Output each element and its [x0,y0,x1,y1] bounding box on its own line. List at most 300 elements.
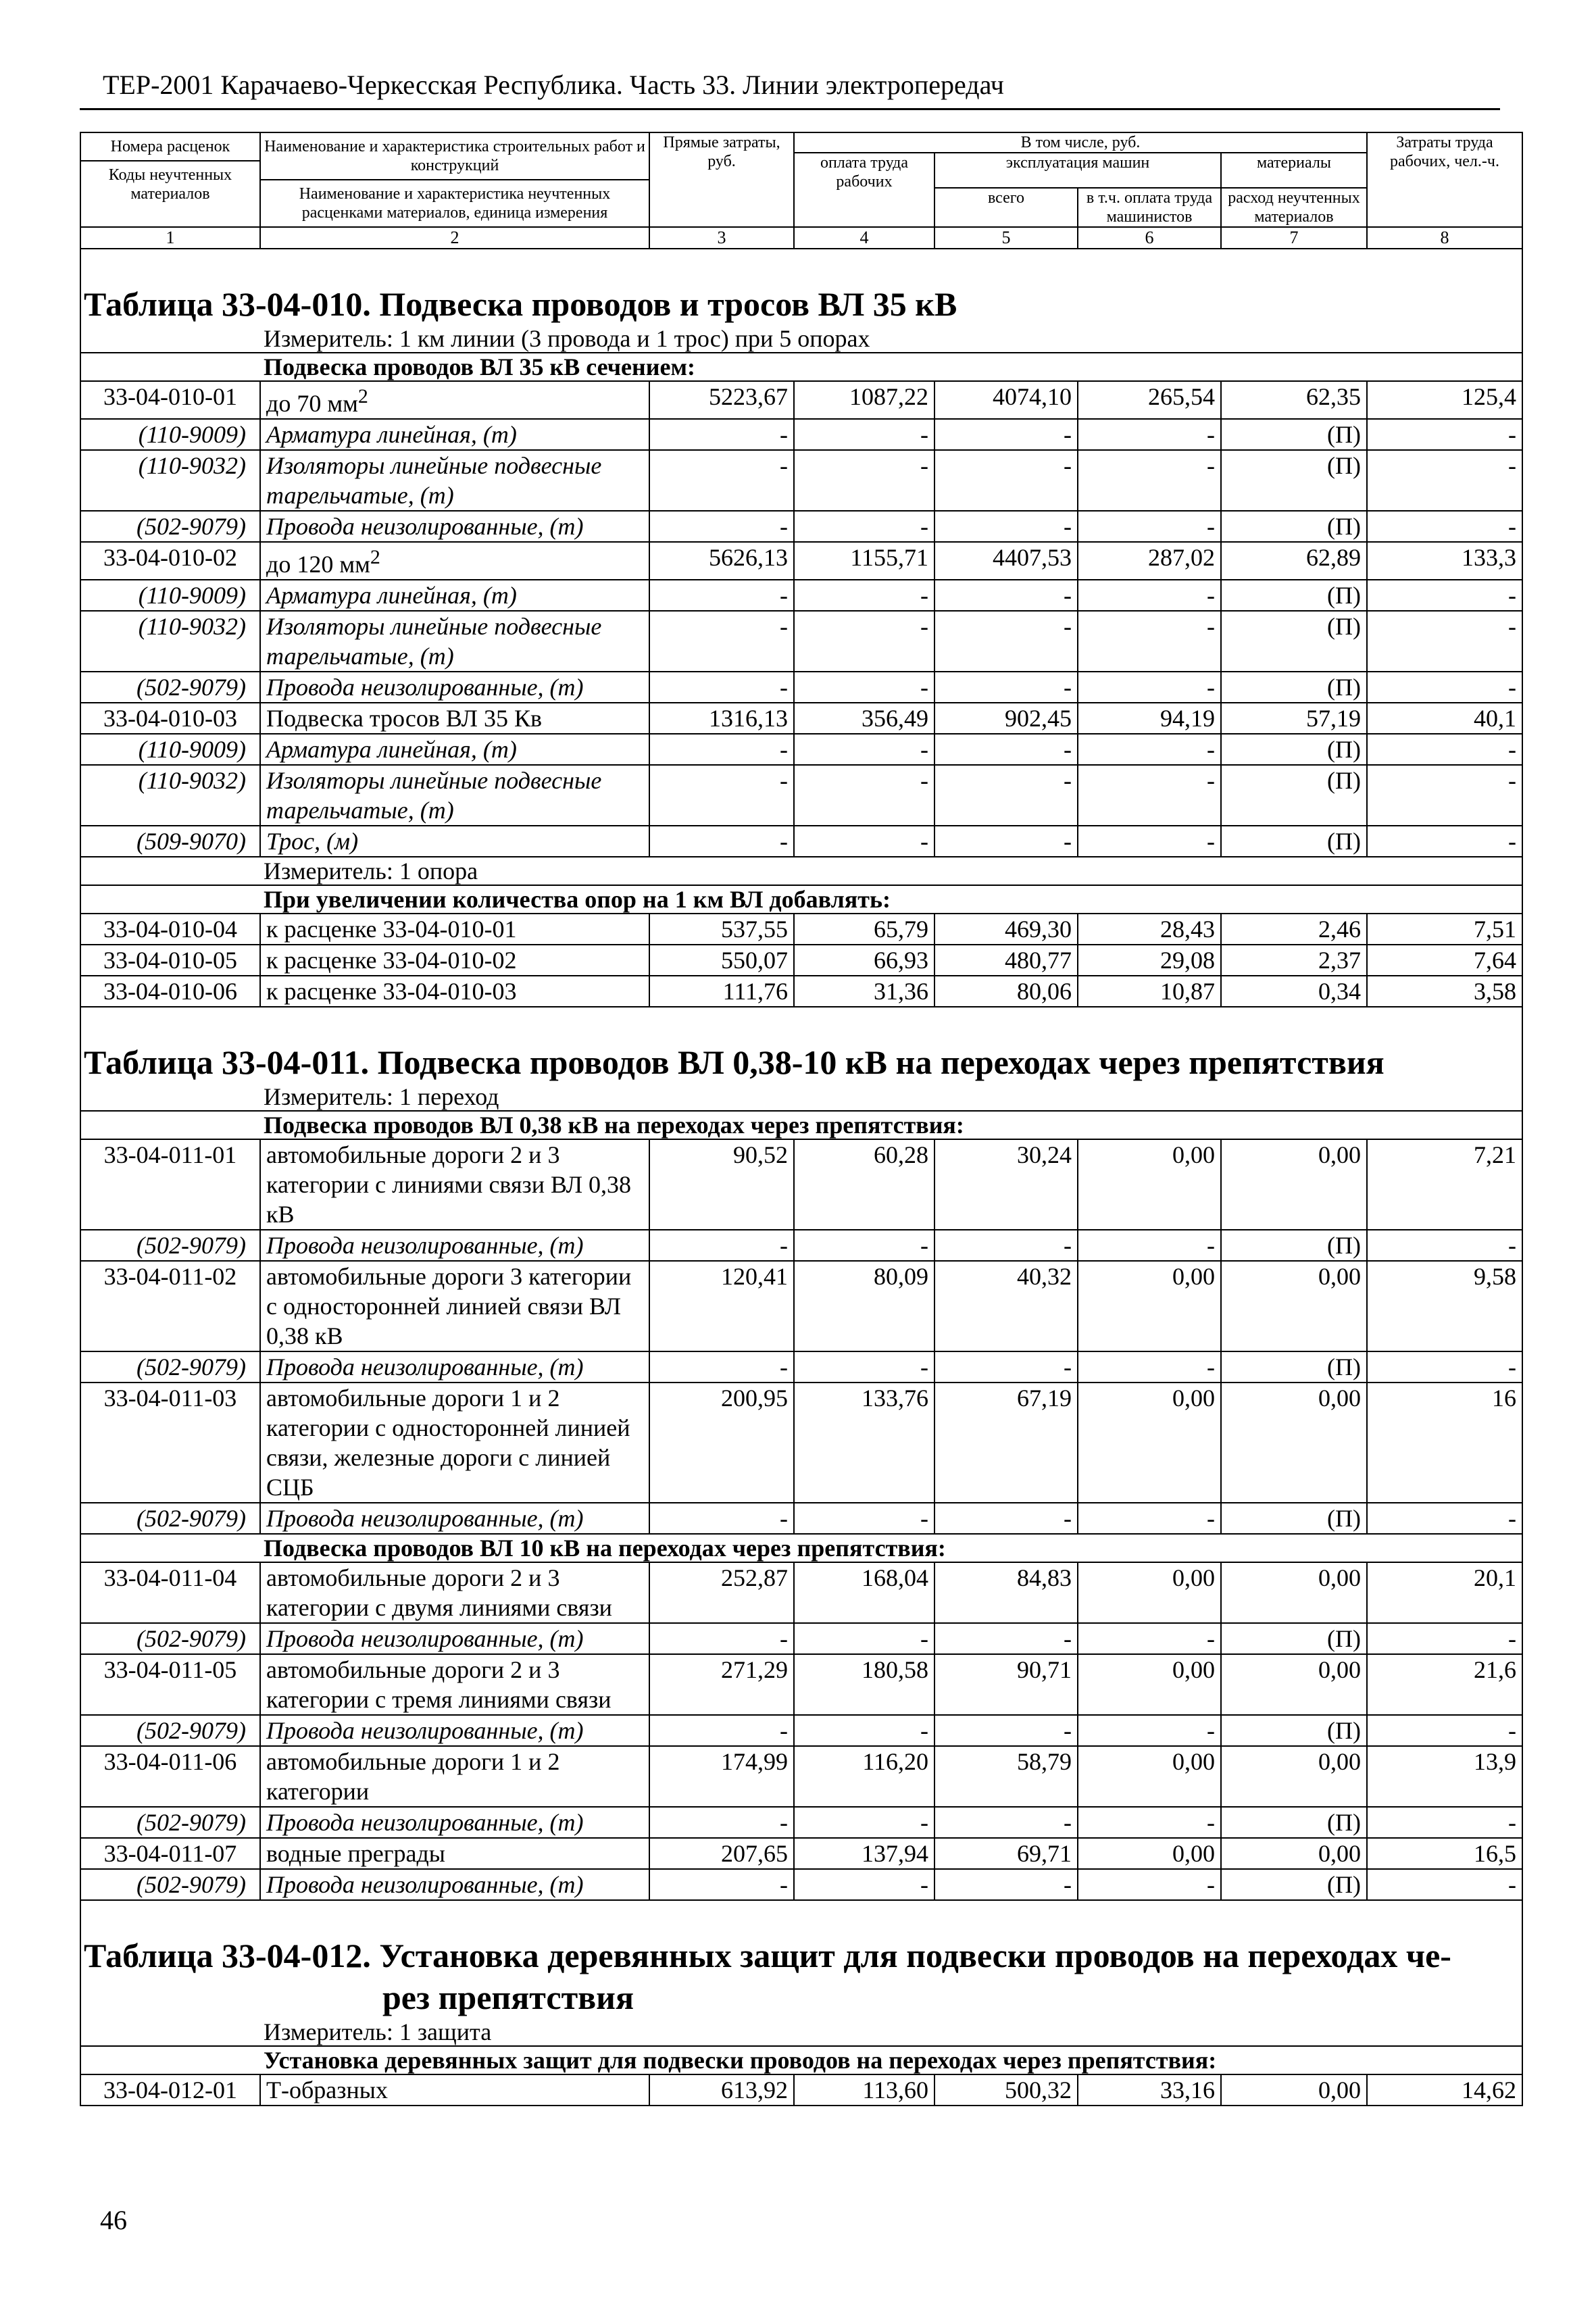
direct-cost: 613,92 [649,2074,794,2106]
p-mark: (П) [1221,1503,1367,1534]
dash-cell: - [1078,672,1221,703]
dash-cell: - [1078,1869,1221,1900]
rate-name: до 70 $мм^2$ [260,381,649,419]
machinists-cost: 0,00 [1078,1261,1221,1351]
materials-cost: 0,00 [1221,1383,1367,1503]
labor-cost: 31,36 [794,976,934,1007]
machines-cost: 69,71 [934,1838,1078,1869]
material-row [80,419,1522,450]
material-name: Провода неизолированные, (т) [260,1715,649,1746]
material-name: Провода неизолированные, (т) [260,1869,649,1900]
dash-cell: - [649,1503,794,1534]
rate-name: автомобильные дороги 1 и 2 категории с односторонней линией связи, железные дороги с линией СЦБ [260,1383,649,1503]
direct-cost: 537,55 [649,914,794,945]
material-code: (110-9009) [80,734,260,765]
material-name: Изоляторы линейные подвесные тарельчатые, (т) [260,765,649,826]
machines-cost: 40,32 [934,1261,1078,1351]
material-row [80,1807,1522,1838]
material-name: Трос, (м) [260,826,649,857]
rate-name: автомобильные дороги 2 и 3 категории с линиями связи ВЛ 0,38 кВ [260,1139,649,1230]
dash-cell: - [649,419,794,450]
material-name: Провода неизолированные, (т) [260,1623,649,1654]
spacer-row [80,1007,1522,1039]
materials-cost: 0,00 [1221,2074,1367,2106]
rate-code: 33-04-011-03 [80,1383,260,1503]
dash-cell: - [934,580,1078,611]
dash-cell: - [1367,1230,1522,1261]
rate-code: 33-04-010-01 [80,381,260,419]
dash-cell: - [794,611,934,672]
table-row [80,1562,1522,1623]
dash-cell: - [1078,1230,1221,1261]
meter-text: Измеритель: 1 защита [264,2018,492,2045]
labor-cost: 168,04 [794,1562,934,1623]
p-mark: (П) [1221,765,1367,826]
material-name: Провода неизолированные, (т) [260,1230,649,1261]
col-name-header [260,132,649,227]
direct-cost: 200,95 [649,1383,794,1503]
dash-cell: - [1367,826,1522,857]
col-codes-bottom: Коды неучтенных материалов [81,160,259,207]
material-row [80,1351,1522,1383]
dash-cell: - [649,734,794,765]
dash-cell: - [794,1503,934,1534]
labor-cost: 180,58 [794,1654,934,1715]
table-title-line: Таблица 33-04-012. Установка деревянных защит для подвески проводов на переходах че- [84,1937,1451,1974]
machines-cost: 500,32 [934,2074,1078,2106]
material-name: Арматура линейная, (т) [260,419,649,450]
p-mark: (П) [1221,1869,1367,1900]
dash-cell: - [1078,826,1221,857]
material-code: (502-9079) [80,672,260,703]
col-direct-header: Прямые затраты, руб. [649,132,794,227]
labor-cost: 113,60 [794,2074,934,2106]
dash-cell: - [794,734,934,765]
direct-cost: 271,29 [649,1654,794,1715]
machines-cost: 480,77 [934,945,1078,976]
direct-cost: 5223,67 [649,381,794,419]
p-mark: (П) [1221,672,1367,703]
rate-name: автомобильные дороги 2 и 3 категории с тремя линиями связи [260,1654,649,1715]
section-row [80,885,1522,914]
material-code: (502-9079) [80,1715,260,1746]
labor-cost: 65,79 [794,914,934,945]
material-row [80,734,1522,765]
meter-row [80,2018,1522,2046]
dash-cell: - [1367,734,1522,765]
material-code: (502-9079) [80,1230,260,1261]
dash-cell: - [794,826,934,857]
header-rule [80,108,1500,110]
dash-cell: - [934,765,1078,826]
rate-code: 33-04-011-06 [80,1746,260,1807]
col-number: 3 [649,227,794,249]
dash-cell: - [649,1715,794,1746]
dash-cell: - [649,1807,794,1838]
labor-cost: 60,28 [794,1139,934,1230]
dash-cell: - [934,1230,1078,1261]
rate-code: 33-04-010-02 [80,542,260,580]
dash-cell: - [1078,734,1221,765]
machinists-cost: 10,87 [1078,976,1221,1007]
machinists-cost: 0,00 [1078,1562,1221,1623]
dash-cell: - [794,765,934,826]
direct-cost: 207,65 [649,1838,794,1869]
table-row [80,542,1522,580]
material-row [80,1503,1522,1534]
labor-hours: 125,4 [1367,381,1522,419]
material-name: Арматура линейная, (т) [260,580,649,611]
col-codes-header [80,132,260,227]
col-materials-unaccounted-header: расход неучтенных материалов [1221,188,1367,227]
labor-hours: 7,21 [1367,1139,1522,1230]
materials-cost: 0,34 [1221,976,1367,1007]
labor-cost: 116,20 [794,1746,934,1807]
material-name: Провода неизолированные, (т) [260,672,649,703]
dash-cell: - [934,1715,1078,1746]
section-row [80,1534,1522,1562]
table-title-line: рез препятствия [382,1978,634,2016]
labor-hours: 3,58 [1367,976,1522,1007]
material-code: (110-9032) [80,450,260,511]
material-row [80,1869,1522,1900]
p-mark: (П) [1221,1715,1367,1746]
dash-cell: - [649,826,794,857]
dash-cell: - [934,672,1078,703]
materials-cost: 2,46 [1221,914,1367,945]
material-code: (509-9070) [80,826,260,857]
machines-cost: 90,71 [934,1654,1078,1715]
material-row [80,580,1522,611]
rate-name: автомобильные дороги 1 и 2 категории [260,1746,649,1807]
dash-cell: - [794,1869,934,1900]
dash-cell: - [934,1869,1078,1900]
machinists-cost: 29,08 [1078,945,1221,976]
col-number: 5 [934,227,1078,249]
dash-cell: - [934,1807,1078,1838]
machinists-cost: 0,00 [1078,1139,1221,1230]
labor-cost: 133,76 [794,1383,934,1503]
dash-cell: - [934,1623,1078,1654]
rate-code: 33-04-011-05 [80,1654,260,1715]
section-text: Подвеска проводов ВЛ 35 кВ сечением: [264,353,695,380]
dash-cell: - [794,1230,934,1261]
meter-row [80,857,1522,885]
meter-row [80,1083,1522,1111]
dash-cell: - [1078,580,1221,611]
col-materials-header: материалы [1221,153,1367,188]
dash-cell: - [1367,580,1522,611]
material-row [80,1715,1522,1746]
direct-cost: 1316,13 [649,703,794,734]
rate-name: водные преграды [260,1838,649,1869]
meter-text: Измеритель: 1 опора [264,857,478,885]
page-number: 46 [100,2205,127,2235]
dash-cell: - [794,672,934,703]
machinists-cost: 0,00 [1078,1838,1221,1869]
dash-cell: - [649,1623,794,1654]
machinists-cost: 265,54 [1078,381,1221,419]
rate-code: 33-04-011-01 [80,1139,260,1230]
rate-code: 33-04-011-02 [80,1261,260,1351]
dash-cell: - [649,1869,794,1900]
material-code: (502-9079) [80,1503,260,1534]
dash-cell: - [1078,1623,1221,1654]
col-name-bottom: Наименование и характеристика неучтенных расценками материалов, единица измерения [261,179,649,226]
p-mark: (П) [1221,1807,1367,1838]
direct-cost: 5626,13 [649,542,794,580]
rate-code: 33-04-010-06 [80,976,260,1007]
section-row [80,1111,1522,1139]
machinists-cost: 287,02 [1078,542,1221,580]
table-row [80,1746,1522,1807]
dash-cell: - [794,419,934,450]
material-code: (502-9079) [80,1807,260,1838]
labor-hours: 16 [1367,1383,1522,1503]
materials-cost: 62,35 [1221,381,1367,419]
material-row [80,450,1522,511]
material-code: (110-9009) [80,580,260,611]
col-number: 8 [1367,227,1522,249]
materials-cost: 2,37 [1221,945,1367,976]
dash-cell: - [649,580,794,611]
labor-hours: 16,5 [1367,1838,1522,1869]
dash-cell: - [934,1351,1078,1383]
rate-code: 33-04-010-05 [80,945,260,976]
p-mark: (П) [1221,734,1367,765]
materials-cost: 0,00 [1221,1838,1367,1869]
machines-cost: 4407,53 [934,542,1078,580]
labor-cost: 80,09 [794,1261,934,1351]
dash-cell: - [1078,1715,1221,1746]
labor-cost: 1087,22 [794,381,934,419]
material-code: (502-9079) [80,1351,260,1383]
machines-cost: 469,30 [934,914,1078,945]
machines-cost: 67,19 [934,1383,1078,1503]
table-row [80,1261,1522,1351]
dash-cell: - [1078,450,1221,511]
p-mark: (П) [1221,580,1367,611]
section-row [80,2046,1522,2074]
dash-cell: - [794,1807,934,1838]
meter-text: Измеритель: 1 переход [264,1083,499,1110]
p-mark: (П) [1221,826,1367,857]
spacer-row [80,1900,1522,1932]
material-row [80,672,1522,703]
machinists-cost: 0,00 [1078,1746,1221,1807]
material-name: Арматура линейная, (т) [260,734,649,765]
material-code: (110-9032) [80,765,260,826]
material-row [80,511,1522,542]
dash-cell: - [649,1351,794,1383]
materials-cost: 57,19 [1221,703,1367,734]
materials-cost: 0,00 [1221,1562,1367,1623]
dash-cell: - [649,511,794,542]
dash-cell: - [934,419,1078,450]
section-text: Подвеска проводов ВЛ 10 кВ на переходах через препятствия: [264,1535,946,1562]
machines-cost: 58,79 [934,1746,1078,1807]
col-labor-hours-header: Затраты труда рабочих, чел.-ч. [1367,132,1522,227]
dash-cell: - [794,1351,934,1383]
dash-cell: - [1078,511,1221,542]
material-name: Провода неизолированные, (т) [260,511,649,542]
table-row [80,1139,1522,1230]
col-name-top: Наименование и характеристика строительных работ и конструкций [264,138,645,174]
col-number: 6 [1078,227,1221,249]
materials-cost: 0,00 [1221,1139,1367,1230]
direct-cost: 111,76 [649,976,794,1007]
table-row [80,945,1522,976]
material-code: (502-9079) [80,511,260,542]
direct-cost: 120,41 [649,1261,794,1351]
machines-cost: 4074,10 [934,381,1078,419]
material-name: Изоляторы линейные подвесные тарельчатые, (т) [260,611,649,672]
dash-cell: - [1367,1623,1522,1654]
labor-hours: 7,51 [1367,914,1522,945]
table-row [80,1383,1522,1503]
rate-code: 33-04-012-01 [80,2074,260,2106]
machinists-cost: 28,43 [1078,914,1221,945]
dash-cell: - [934,450,1078,511]
materials-cost: 0,00 [1221,1261,1367,1351]
table-title-row [80,1039,1522,1083]
material-name: Изоляторы линейные подвесные тарельчатые, (т) [260,450,649,511]
dash-cell: - [794,1715,934,1746]
column-number-row [80,227,1522,249]
dash-cell: - [1367,1715,1522,1746]
p-mark: (П) [1221,1230,1367,1261]
dash-cell: - [649,611,794,672]
machines-cost: 902,45 [934,703,1078,734]
rate-name: до 120 $мм^2$ [260,542,649,580]
dash-cell: - [1367,419,1522,450]
table-title: Таблица 33-04-010. Подвеска проводов и тросов ВЛ 35 кВ [80,280,1522,325]
p-mark: (П) [1221,450,1367,511]
materials-cost: 62,89 [1221,542,1367,580]
material-code: (502-9079) [80,1623,260,1654]
table-row [80,1654,1522,1715]
labor-cost: 137,94 [794,1838,934,1869]
dash-cell: - [794,1623,934,1654]
dash-cell: - [1367,672,1522,703]
dash-cell: - [649,450,794,511]
col-machines-header: эксплуатация машин [934,153,1221,188]
col-machines-total-header: всего [934,188,1078,227]
rate-name: к расценке 33-04-010-01 [260,914,649,945]
table-row [80,703,1522,734]
table-row [80,1838,1522,1869]
page-header: ТЕР-2001 Карачаево-Черкесская Республика. Часть 33. Линии электропередач [103,70,1004,100]
dash-cell: - [934,511,1078,542]
col-number: 2 [260,227,649,249]
rate-name: к расценке 33-04-010-03 [260,976,649,1007]
direct-cost: 252,87 [649,1562,794,1623]
material-row [80,765,1522,826]
labor-hours: 7,64 [1367,945,1522,976]
table-header-row-1 [80,132,1522,153]
table-title: Таблица 33-04-011. Подвеска проводов ВЛ 0,38-10 кВ на переходах через препятствия [80,1039,1522,1083]
dash-cell: - [649,765,794,826]
p-mark: (П) [1221,1623,1367,1654]
machines-cost: 84,83 [934,1562,1078,1623]
rate-name: автомобильные дороги 2 и 3 категории с двумя линиями связи [260,1562,649,1623]
table-row [80,2074,1522,2106]
material-name: Провода неизолированные, (т) [260,1351,649,1383]
col-incl-header: В том числе, руб. [794,132,1367,153]
material-code: (502-9079) [80,1869,260,1900]
dash-cell: - [1367,765,1522,826]
rate-code: 33-04-011-04 [80,1562,260,1623]
machines-cost: 80,06 [934,976,1078,1007]
labor-hours: 14,62 [1367,2074,1522,2106]
meter-text: Измеритель: 1 км линии (3 провода и 1 трос) при 5 опорах [264,325,870,352]
table-title [80,1932,1522,2018]
table-row [80,914,1522,945]
rate-name: Подвеска тросов ВЛ 35 Кв [260,703,649,734]
dash-cell: - [794,450,934,511]
direct-cost: 90,52 [649,1139,794,1230]
dash-cell: - [1367,1869,1522,1900]
dash-cell: - [794,580,934,611]
dash-cell: - [1367,1807,1522,1838]
dash-cell: - [1078,1503,1221,1534]
table-title-row [80,1932,1522,2018]
table-title-row [80,280,1522,325]
labor-hours: 9,58 [1367,1261,1522,1351]
p-mark: (П) [1221,419,1367,450]
material-name: Провода неизолированные, (т) [260,1807,649,1838]
material-code: (110-9009) [80,419,260,450]
material-row [80,1623,1522,1654]
rate-name: Т-образных [260,2074,649,2106]
material-row [80,1230,1522,1261]
materials-cost: 0,00 [1221,1654,1367,1715]
material-row [80,826,1522,857]
labor-hours: 21,6 [1367,1654,1522,1715]
dash-cell: - [649,1230,794,1261]
labor-hours: 20,1 [1367,1562,1522,1623]
dash-cell: - [1078,419,1221,450]
section-text: Подвеска проводов ВЛ 0,38 кВ на переходах через препятствия: [264,1112,964,1139]
material-row [80,611,1522,672]
dash-cell: - [1367,611,1522,672]
table-row [80,976,1522,1007]
labor-cost: 1155,71 [794,542,934,580]
col-number: 4 [794,227,934,249]
meter-row [80,325,1522,353]
section-row [80,353,1522,381]
dash-cell: - [934,1503,1078,1534]
p-mark: (П) [1221,611,1367,672]
machinists-cost: 94,19 [1078,703,1221,734]
col-machinists-header: в т.ч. оплата труда машинистов [1078,188,1221,227]
rate-name: автомобильные дороги 3 категории с односторонней линией связи ВЛ 0,38 кВ [260,1261,649,1351]
dash-cell: - [1078,1351,1221,1383]
col-number: 1 [80,227,260,249]
dash-cell: - [1367,1351,1522,1383]
labor-hours: 40,1 [1367,703,1522,734]
dash-cell: - [1078,1807,1221,1838]
table-row [80,381,1522,419]
direct-cost: 174,99 [649,1746,794,1807]
material-code: (110-9032) [80,611,260,672]
col-codes-top: Номера расценок [110,138,230,155]
dash-cell: - [1078,765,1221,826]
dash-cell: - [1078,611,1221,672]
labor-hours: 133,3 [1367,542,1522,580]
machinists-cost: 0,00 [1078,1383,1221,1503]
p-mark: (П) [1221,511,1367,542]
